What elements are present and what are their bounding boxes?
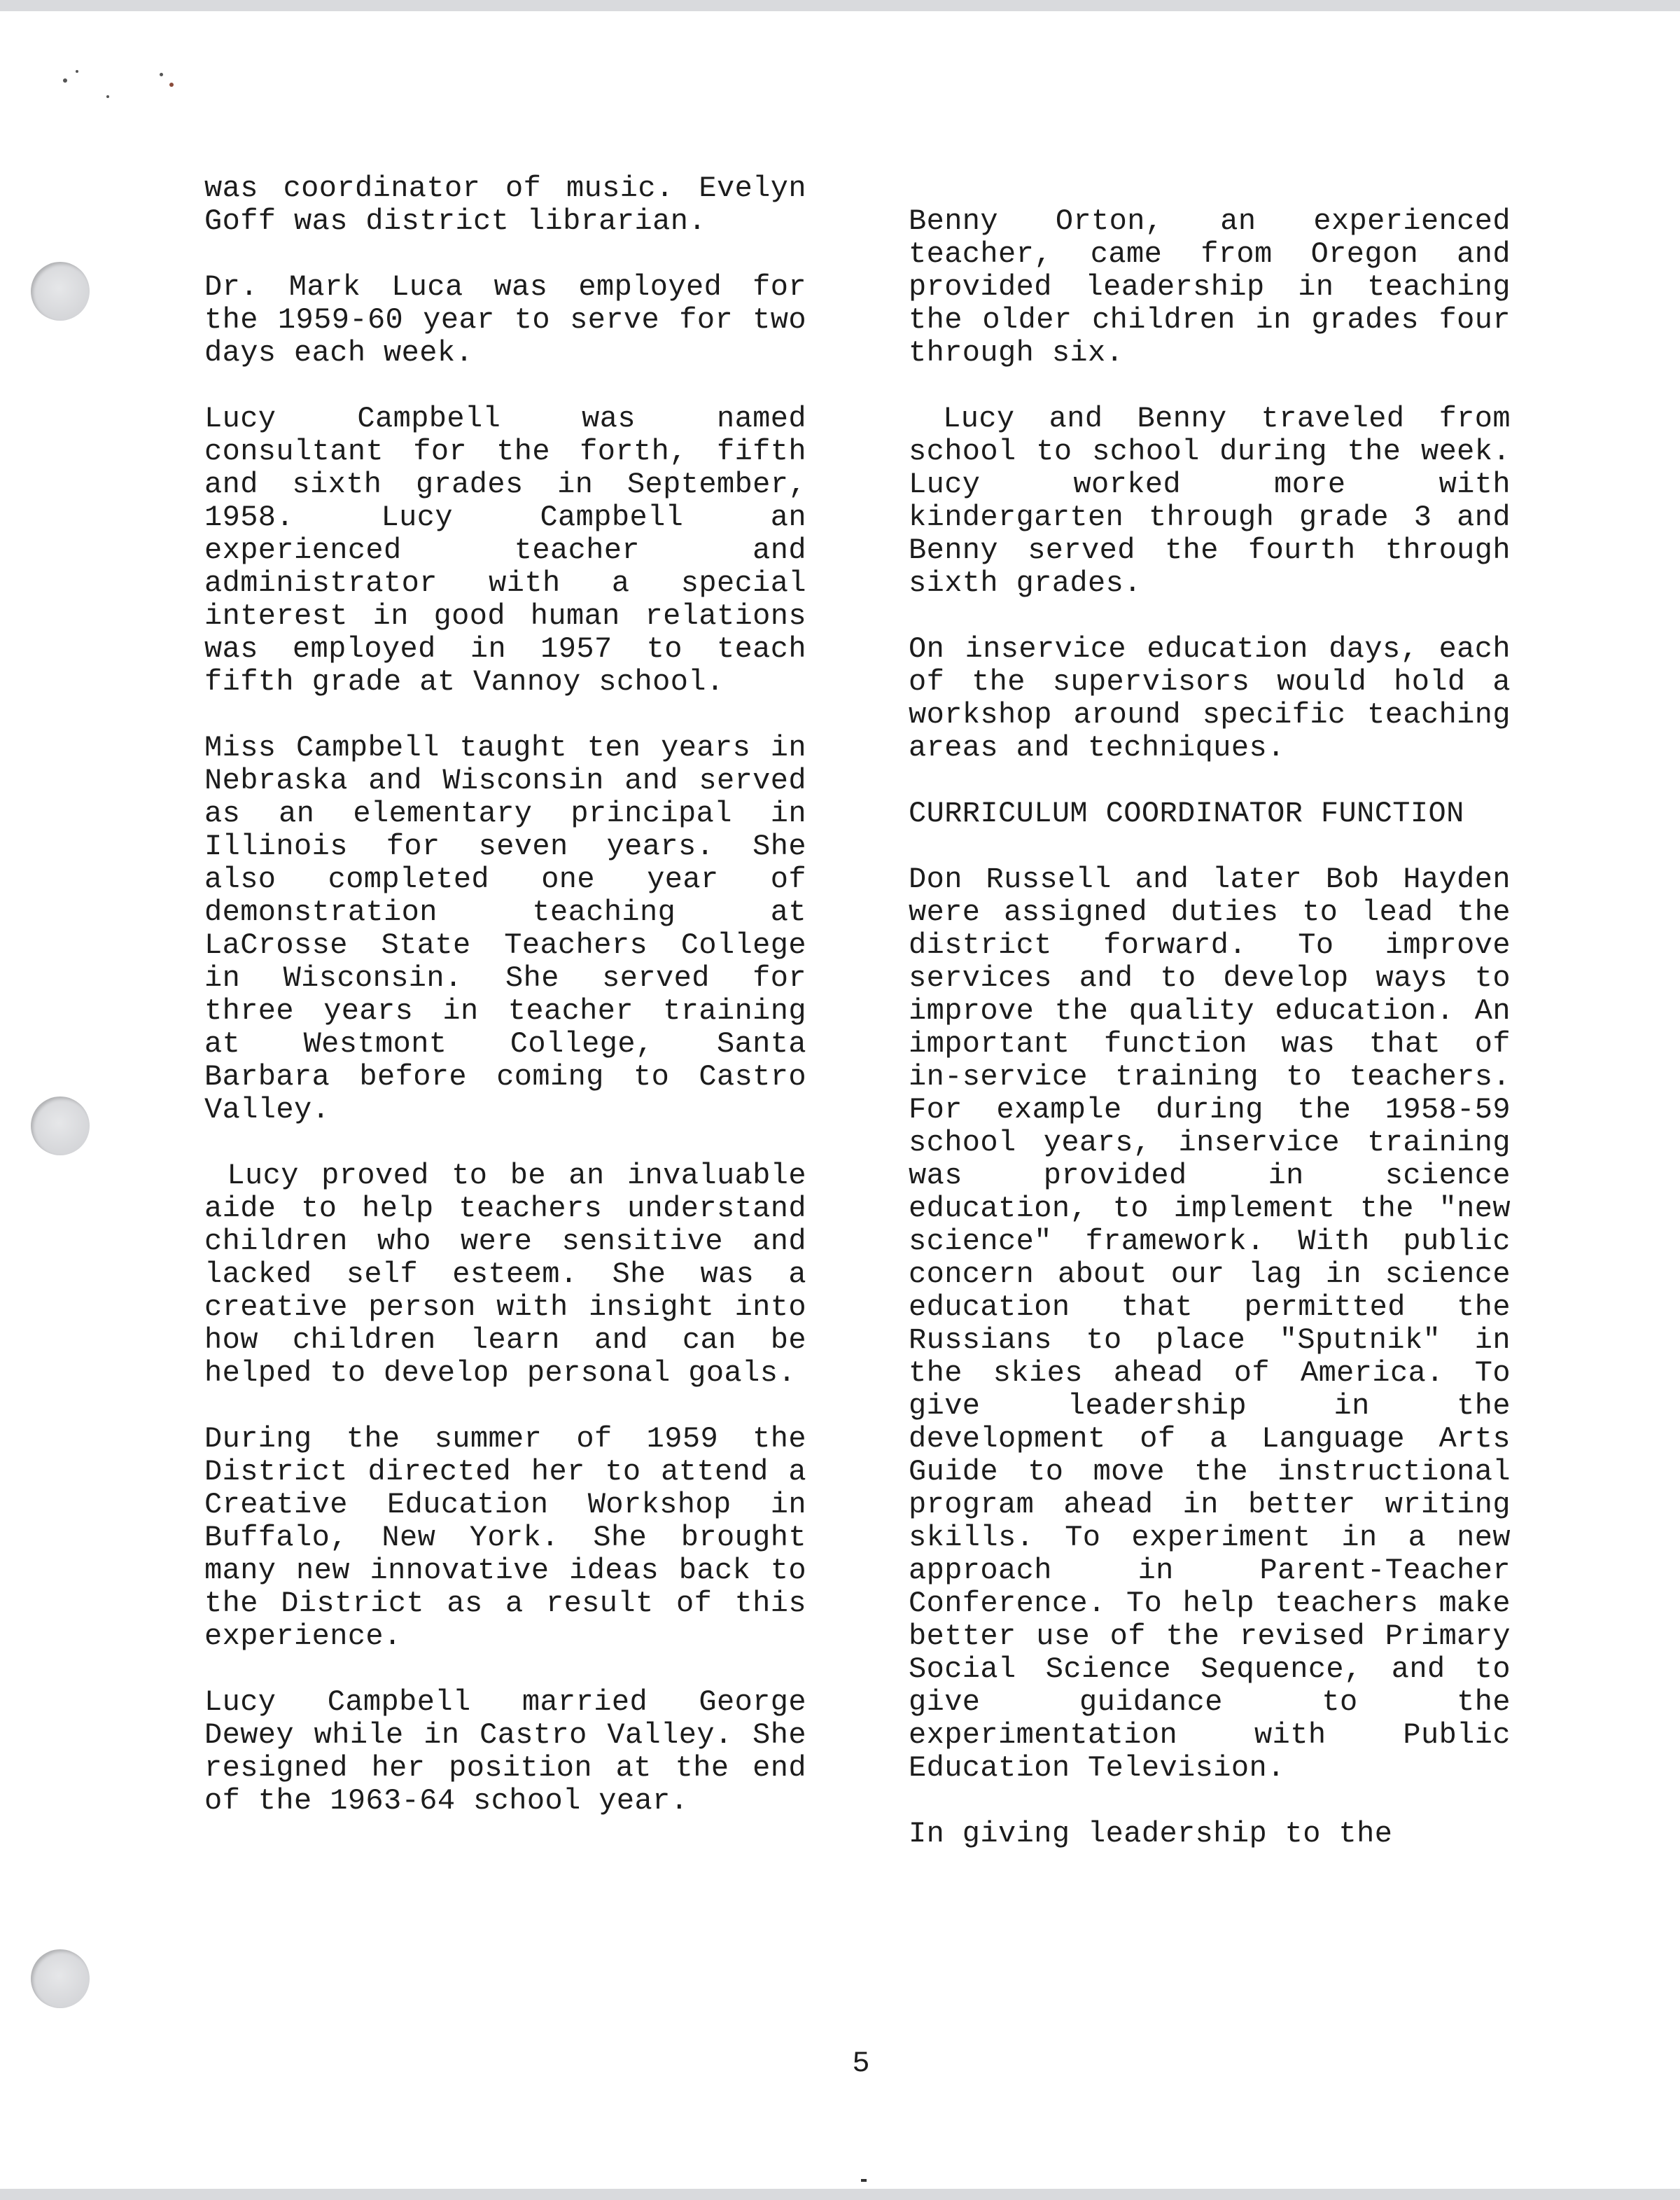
scan-edge-bottom: [0, 2189, 1680, 2200]
paragraph-mark-luca: Dr. Mark Luca was employed for the 1959-60 year to serve for two days each week.: [204, 270, 825, 370]
paragraph-lucy-married: Lucy Campbell married George Dewey while in Castro Valley. She resigned her position at the end of the 1963-64 school year.: [204, 1685, 825, 1818]
paragraph-giving-leadership: In giving leadership to the: [909, 1817, 1393, 1851]
paragraph-don-russell: Don Russell and later Bob Hayden were assigned duties to lead the district forward. To improve services and to develop ways to improve the quality education. An important function was that of in-service training to teachers. For example during the 1958-59 school years, inservice training was provided in science education, to implement the "new science" framework. With public concern about our lag in science education that permitted the Russians to place "Sputnik" in the skies ahead of America. To give leadership in the development of a Language Arts Guide to move the instructional program ahead in better writing skills. To experiment in a new approach in Parent-Teacher Conference. To help teachers make better use of the revised Primary Social Science Sequence, and to give guidance to the experimentation with Public Education Television.: [909, 863, 1529, 1785]
paragraph-benny-orton: Benny Orton, an experienced teacher, came from Oregon and provided leadership in teaching the older children in grades four through six.: [909, 204, 1529, 370]
scan-speck: [169, 83, 174, 87]
section-heading: CURRICULUM COORDINATOR FUNCTION: [909, 797, 1464, 830]
scan-edge-top: [0, 0, 1680, 11]
scan-speck: [160, 73, 163, 76]
left-column: [204, 172, 825, 1851]
punch-hole-bottom: [31, 1949, 90, 2008]
scan-speck: [76, 70, 78, 73]
page-number: 5: [852, 2047, 870, 2080]
paragraph-lucy-invaluable: Lucy proved to be an invaluable aide to help teachers understand children who were sensitive and lacked self esteem. She was a creative person with insight into how children learn and can be helped to develop personal goals.: [204, 1159, 825, 1390]
paragraph-lucy-benny-traveled: Lucy and Benny traveled from school to school during the week. Lucy worked more with kindergarten through grade 3 and Benny served the fourth through sixth grades.: [909, 402, 1529, 600]
scan-speck: [63, 78, 67, 83]
punch-hole-top: [31, 262, 90, 321]
punch-hole-middle: [31, 1096, 90, 1155]
paragraph-inservice-days: On inservice education days, each of the supervisors would hold a workshop around specific teaching areas and techniques.: [909, 632, 1529, 765]
paragraph-summer-1959: During the summer of 1959 the District directed her to attend a Creative Education Workshop in Buffalo, New York. She brought many new innovative ideas back to the District as a result of this experience.: [204, 1422, 825, 1653]
paragraph-music-coordinator: was coordinator of music. Evelyn Goff was district librarian.: [204, 172, 825, 238]
paragraph-campbell-background: Miss Campbell taught ten years in Nebraska and Wisconsin and served as an elementary principal in Illinois for seven years. She also completed one year of demonstration teaching at LaCrosse State Teachers College in Wisconsin. She served for three years in teacher training at Westmont College, Santa Barbara before coming to Castro Valley.: [204, 731, 825, 1127]
paragraph-lucy-named-consultant: Lucy Campbell was named consultant for the forth, fifth and sixth grades in September, 1958. Lucy Campbell an experienced teacher and administrator with a special interest in good human relations was employed in 1957 to teach fifth grade at Vannoy school.: [204, 402, 825, 699]
scan-speck: [106, 95, 109, 98]
right-column: [909, 204, 1529, 1884]
scan-mark: [861, 2179, 867, 2182]
